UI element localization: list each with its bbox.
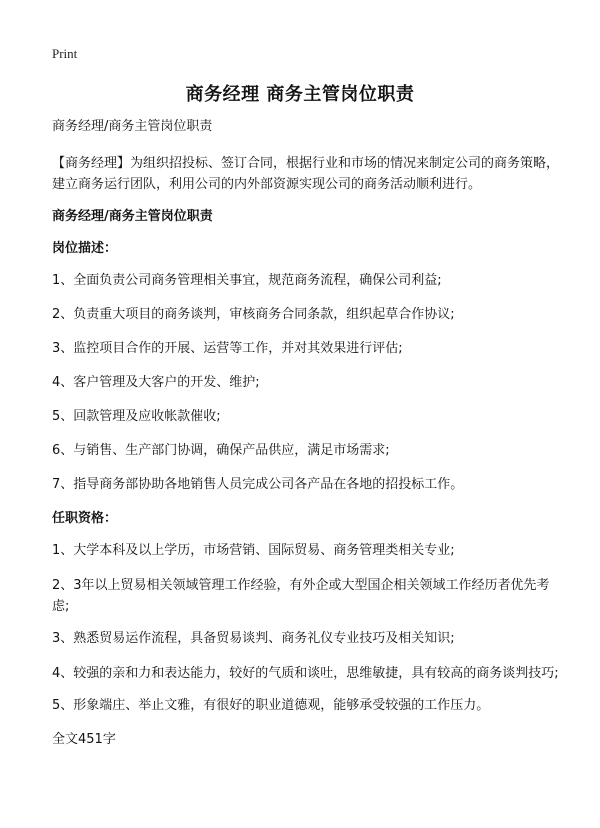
qualification-item: 1、大学本科及以上学历，市场营销、国际贸易、商务管理类相关专业;	[52, 543, 455, 558]
section-heading: 商务经理/商务主管岗位职责	[52, 209, 213, 224]
duties-list	[52, 271, 562, 495]
duty-item: 7、指导商务部协助各地销售人员完成公司各产品在各地的招投标工作。	[52, 477, 464, 492]
duty-item: 4、客户管理及大客户的开发、维护;	[52, 375, 260, 390]
qualification-item: 5、形象端庄、举止文雅，有很好的职业道德观，能够承受较强的工作压力。	[52, 698, 490, 713]
qualification-item: 4、较强的亲和力和表达能力，较好的气质和谈吐，思维敏捷，具有较高的商务谈判技巧;	[52, 666, 559, 681]
duty-item: 1、全面负责公司商务管理相关事宜，规范商务流程，确保公司利益;	[52, 273, 442, 288]
qualification-item: 2、3年以上贸易相关领域管理工作经验，有外企或大型国企相关领域工作经历者优先考虑;	[52, 578, 550, 614]
duty-item: 2、负责重大项目的商务谈判，审核商务合同条款，组织起草合作协议;	[52, 307, 455, 322]
print-label: Print	[52, 46, 78, 61]
document-subtitle: 商务经理/商务主管岗位职责	[52, 119, 213, 134]
duty-item: 6、与销售、生产部门协调，确保产品供应，满足市场需求;	[52, 443, 390, 458]
document-body	[52, 117, 562, 763]
intro-paragraph: 【商务经理】为组织招投标、签订合同，根据行业和市场的情况来制定公司的商务策略，建立商务运行团队，利用公司的内外部资源实现公司的商务活动顺利进行。	[52, 156, 560, 192]
duty-item: 3、监控项目合作的开展、运营等工作，并对其效果进行评估;	[52, 341, 403, 356]
qualification-item: 3、熟悉贸易运作流程，具备贸易谈判、商务礼仪专业技巧及相关知识;	[52, 631, 455, 646]
qualifications-heading: 任职资格：	[52, 511, 118, 526]
duties-heading: 岗位描述：	[52, 241, 118, 256]
page-title: 商务经理 商务主管岗位职责	[185, 84, 415, 105]
duty-item: 5、回款管理及应收帐款催收;	[52, 409, 221, 424]
qualifications-list	[52, 541, 562, 716]
word-count: 全文451字	[52, 732, 116, 747]
